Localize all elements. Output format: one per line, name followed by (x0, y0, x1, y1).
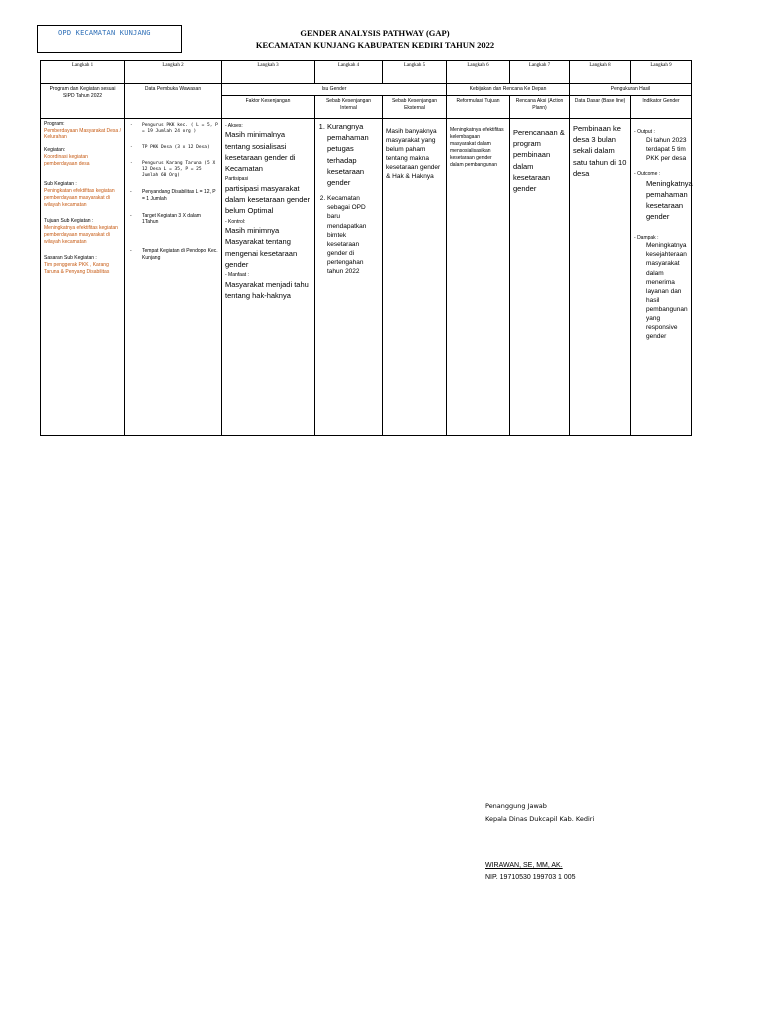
document-subtitle: KECAMATAN KUNJANG KABUPATEN KEDIRI TAHUN 2022 (255, 40, 495, 50)
sub-kegiatan-label: Sub Kegiatan : (44, 181, 77, 188)
outcome-value: Meningkatnya pemahaman kesetaraan gender (646, 178, 693, 222)
outcome-label: - Outcome : (634, 170, 661, 177)
steps-row (41, 61, 692, 84)
opd-label: OPD KECAMATAN KUNJANG (58, 29, 151, 37)
dampak-label: - Dampak : (634, 234, 659, 241)
list-item: 2. Kecamatan sebagai OPD baru mendapatkan bimtek kesetaraan gender di pertengahan tahun 2022 (327, 194, 379, 276)
step-9: Langkah 9 (631, 61, 692, 84)
akses-value: Masih minimalnya tentang sosialisasi kesetaraan gender di Kecamatan (225, 130, 296, 173)
manfaat-label: - Manfaat : (225, 272, 249, 278)
step-1: Langkah 1 (41, 61, 125, 84)
kegiatan-label: Kegiatan: (44, 147, 66, 153)
tujuan-value: Meningkatnya efektifitas kegiatan pemberdayaan masyarakat di wilayah kecamatan (44, 225, 118, 245)
cell-indikator (631, 118, 692, 435)
output-label: - Output : (634, 128, 655, 135)
tujuan-label: Tujuan Sub Kegiatan : (44, 218, 94, 225)
kontrol-label: - Kontrol: (225, 218, 246, 225)
header-sebab-eksternal: Sebab Kesenjangan Eksternal (383, 95, 447, 118)
akses-label: - Akses: (225, 122, 243, 129)
data-dasar-text: Pembinaan ke desa 3 bulan sekali dalam satu tahun di 10 desa (573, 123, 627, 178)
cell-faktor (222, 118, 315, 435)
list-item: - Pengurus PKK kec. ( L = 5, P = 19 Jumlah 24 org ) (128, 123, 218, 135)
header-reformulasi: Reformulasi Tujuan (447, 95, 510, 118)
cell-sebab-internal (315, 118, 383, 435)
list-item: - Pengurus Karang Taruna (5 X 12 Desa L = 35, P = 25 Jumlah 60 Org) (128, 161, 218, 179)
cell-reformulasi (447, 118, 510, 435)
dampak-value: Meningkatnya kesejahteraan masyarakat dalam menerima layanan dan hasil pembangunan yang responsive gender (646, 242, 688, 341)
list-item: - TP PKK Desa (3 x 12 Desa) (128, 145, 218, 151)
signature-role: Penanggung Jawab (485, 802, 547, 810)
list-item: - Tempat Kegiatan di Pendopo Kec. Kunjang (128, 248, 218, 262)
sebab-internal-list (318, 121, 379, 276)
sebab-eksternal-text: Masih banyaknya masyarakat yang belum paham tentang makna kesetaraan gender & Hak & Haknya (386, 127, 441, 181)
dampak-label-text: Dampak : (637, 234, 659, 241)
cell-sebab-eksternal (383, 118, 447, 435)
cell-data-dasar (570, 118, 631, 435)
step-6: Langkah 6 (447, 61, 510, 84)
data-pembuka-list (128, 123, 218, 262)
partisipasi-label: Partisipasi (225, 176, 249, 183)
outcome-label-text: Outcome : (637, 170, 661, 177)
header-isu-gender: Isu Gender (222, 84, 447, 96)
partisipasi-value: partisipasi masyarakat dalam kesetaraan gender belum Optimal (225, 183, 311, 216)
header-program: Program dan Kegiatan sesuai SIPD Tahun 2022 (41, 84, 125, 119)
kegiatan-value: Koordinasi kegiatan pemberdayaan desa (44, 153, 90, 167)
cell-program (41, 118, 125, 435)
step-8: Langkah 8 (570, 61, 631, 84)
document-title: GENDER ANALYSIS PATHWAY (GAP) (300, 28, 450, 38)
reformulasi-text: Meningkatnya efektifitas kelembagaan masyarakat dalam mensosialisasikan kesetaraan gender dalam pembangunan (450, 126, 504, 168)
program-value: Pemberdayaan Masyarakat Desa / Kelurahan (44, 127, 121, 141)
program-label: Program: (44, 120, 65, 127)
step-4: Langkah 4 (315, 61, 383, 84)
header-sebab-internal: Sebab Kesenjangan Internal (315, 95, 383, 118)
step-3: Langkah 3 (222, 61, 315, 84)
step-2: Langkah 2 (125, 61, 222, 84)
signature-name: WIRAWAN, SE, MM, AK. (485, 862, 563, 869)
sasaran-value: Tim penggerak PKK , Karang Taruna & Penyang Disabilitas (44, 262, 110, 275)
gap-table (40, 60, 692, 436)
content-row (41, 118, 692, 435)
header-indikator: Indikator Gender (631, 95, 692, 118)
output-value: Di tahun 2023 terdapat 5 tim PKK per desa (646, 136, 687, 162)
output-label-text: Output : (637, 128, 655, 135)
group-header-row (41, 84, 692, 96)
header-faktor: Faktor Kesenjangan (222, 95, 315, 118)
header-kebijakan: Kebijakan dan Rencana Ke Depan (447, 84, 570, 96)
step-5: Langkah 5 (383, 61, 447, 84)
header-pengukuran: Pengukuran Hasil (570, 84, 692, 96)
cell-data-pembuka (125, 118, 222, 435)
list-item: - Penyandang Disabilitas L = 12, P = 1 Jumlah (128, 189, 218, 203)
header-data-pembuka: Data Pembuka Wawasan (125, 84, 222, 119)
rencana-aksi-text: Perencanaan & program pembinaan dalam kesetaraan gender (513, 127, 565, 193)
cell-rencana-aksi (510, 118, 570, 435)
signature-nip: NIP. 19710530 199703 1 005 (485, 874, 576, 881)
header-data-dasar: Data Dasar (Base line) (570, 95, 631, 118)
signature-office: Kepala Dinas Dukcapil Kab. Kediri (485, 815, 595, 823)
opd-box (37, 25, 182, 53)
kontrol-value: Masih minimnya Masyarakat tentang mengenai kesetaraan gender (225, 226, 298, 269)
manfaat-value: Masyarakat menjadi tahu tentang hak-haknya (225, 279, 309, 300)
sub-kegiatan-value: Peningkatan efektifitas kegiatan pemberdayaan masyarakat di wilayah kecamatan (44, 188, 115, 208)
step-7: Langkah 7 (510, 61, 570, 84)
list-item: - Target Kegiatan 3 X dalam 1Tahun (128, 213, 218, 227)
list-item: 1. Kurangnya pemahaman petugas terhadap kesetaraan gender (327, 121, 379, 189)
sasaran-label: Sasaran Sub Kegiatan : (44, 255, 97, 262)
header-rencana-aksi: Rencana Aksi (Action Plann) (510, 95, 570, 118)
